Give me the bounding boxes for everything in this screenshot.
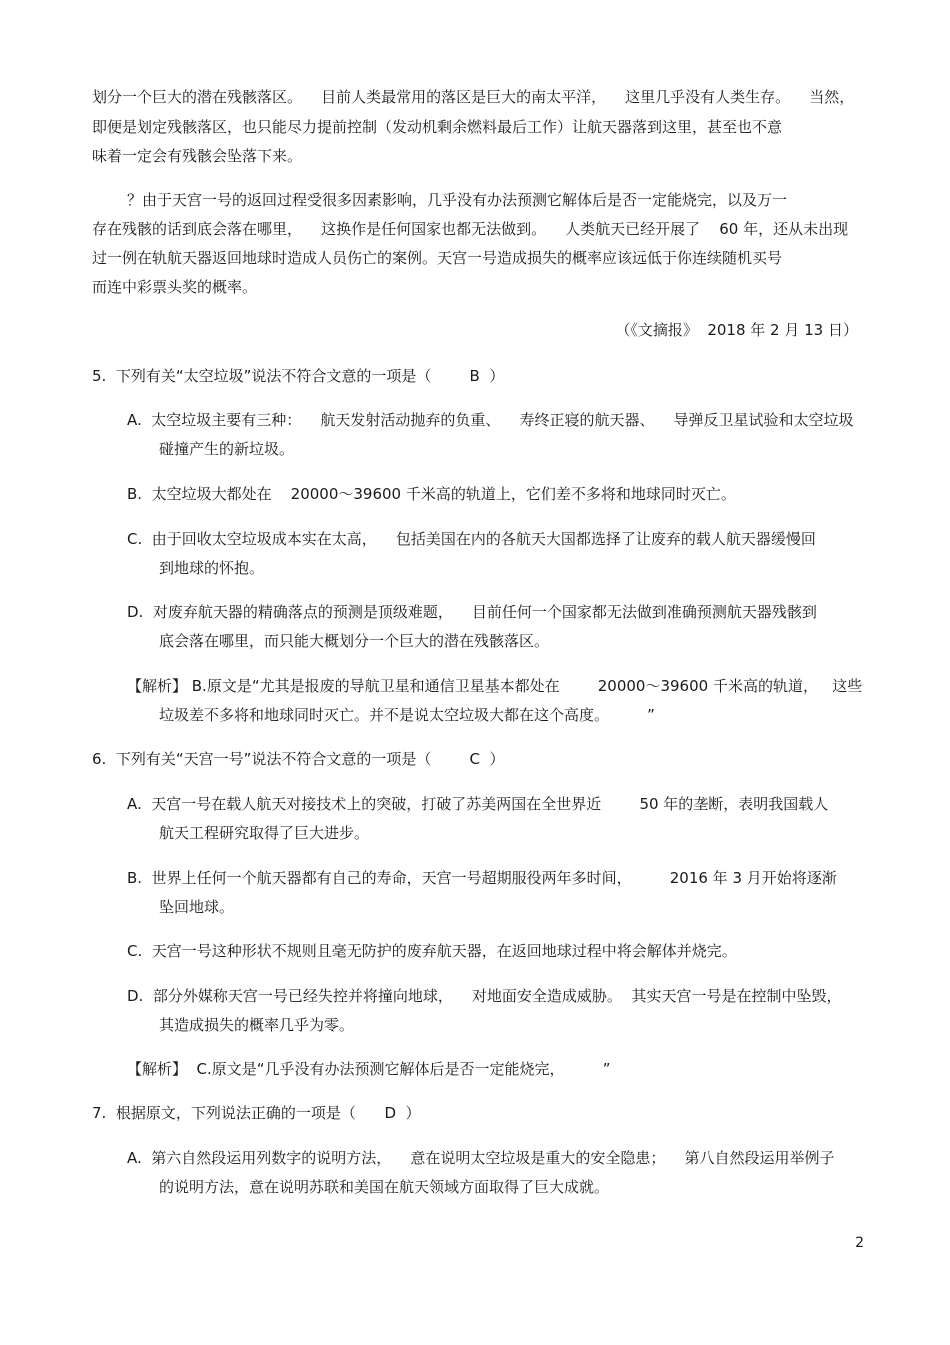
passage-line: 即便是划定残骸落区，也只能尽力提前控制（发动机剩余燃料最后工作）让航天器落到这里，甚至也不意 [92, 118, 783, 136]
option-line: C. 由于回收太空垃圾成本实在太高， 包括美国在内的各航天大国都选择了让废弃的载人航天器缓慢回 [127, 530, 816, 548]
analysis-line: 【解析】 C.原文是“几乎没有办法预测它解体后是否一定能烧完， ” [127, 1060, 611, 1078]
option-line: 坠回地球。 [159, 898, 235, 916]
passage-line: 存在残骸的话到底会落在哪里， 这换作是任何国家也都无法做到。 人类航天已经开展了 60 年，还从未出现 [92, 220, 849, 238]
question-stem: 6. 下列有关“天宫一号”说法不符合文意的一项是（ C ） [92, 750, 505, 768]
passage-line: ？由于天宫一号的返回过程受很多因素影响，几乎没有办法预测它解体后是否一定能烧完，以及万一 [127, 191, 788, 209]
option-line: C. 天宫一号这种形状不规则且毫无防护的废弃航天器，在返回地球过程中将会解体并烧完。 [127, 942, 737, 960]
question-stem: 7. 根据原文，下列说法正确的一项是（ D ） [92, 1104, 421, 1122]
option-line: 其造成损失的概率几乎为零。 [159, 1016, 355, 1034]
analysis-line: 【解析】 B.原文是“尤其是报废的导航卫星和通信卫星基本都处在 20000～39600 千米高的轨道， 这些 [127, 677, 863, 695]
option-line: B. 世界上任何一个航天器都有自己的寿命，天宫一号超期服役两年多时间， 2016 年 3 月开始将逐渐 [127, 869, 837, 887]
option-line: A. 第六自然段运用列数字的说明方法， 意在说明太空垃圾是重大的安全隐患； 第八自然段运用举例子 [127, 1149, 835, 1167]
option-line: D. 部分外媒称天宫一号已经失控并将撞向地球， 对地面安全造成威胁。 其实天宫一号是在控制中坠毁， [127, 987, 842, 1005]
passage-line: 划分一个巨大的潜在残骸落区。 目前人类最常用的落区是巨大的南太平洋， 这里几乎没有人类生存。 当然， [92, 88, 855, 106]
passage-line: 过一例在轨航天器返回地球时造成人员伤亡的案例。天宫一号造成损失的概率应该远低于你连续随机买号 [92, 249, 783, 267]
source-citation: （《文摘报》 2018 年 2 月 13 日） [615, 321, 858, 339]
page-number: 2 [855, 1235, 864, 1251]
option-line: 到地球的怀抱。 [159, 559, 265, 577]
passage-line: 味着一定会有残骸会坠落下来。 [92, 147, 303, 165]
option-line: 的说明方法，意在说明苏联和美国在航天领域方面取得了巨大成就。 [159, 1178, 610, 1196]
option-line: B. 太空垃圾大都处在 20000～39600 千米高的轨道上，它们差不多将和地球同时灭亡。 [127, 485, 736, 503]
option-line: A. 太空垃圾主要有三种： 航天发射活动抛弃的负重、 寿终正寝的航天器、 导弹反卫星试验和太空垃圾 [127, 411, 854, 429]
option-line: 底会落在哪里，而只能大概划分一个巨大的潜在残骸落区。 [159, 632, 550, 650]
option-line: D. 对废弃航天器的精确落点的预测是顶级难题， 目前任何一个国家都无法做到准确预测航天器残骸到 [127, 603, 817, 621]
option-line: 碰撞产生的新垃圾。 [159, 440, 295, 458]
question-stem: 5. 下列有关“太空垃圾”说法不符合文意的一项是（ B ） [92, 367, 505, 385]
option-line: 航天工程研究取得了巨大进步。 [159, 824, 370, 842]
analysis-line: 垃圾差不多将和地球同时灭亡。并不是说太空垃圾大都在这个高度。 ” [159, 706, 655, 724]
option-line: A. 天宫一号在载人航天对接技术上的突破，打破了苏美两国在全世界近 50 年的垄断，表明我国载人 [127, 795, 829, 813]
passage-line: 而连中彩票头奖的概率。 [92, 278, 258, 296]
